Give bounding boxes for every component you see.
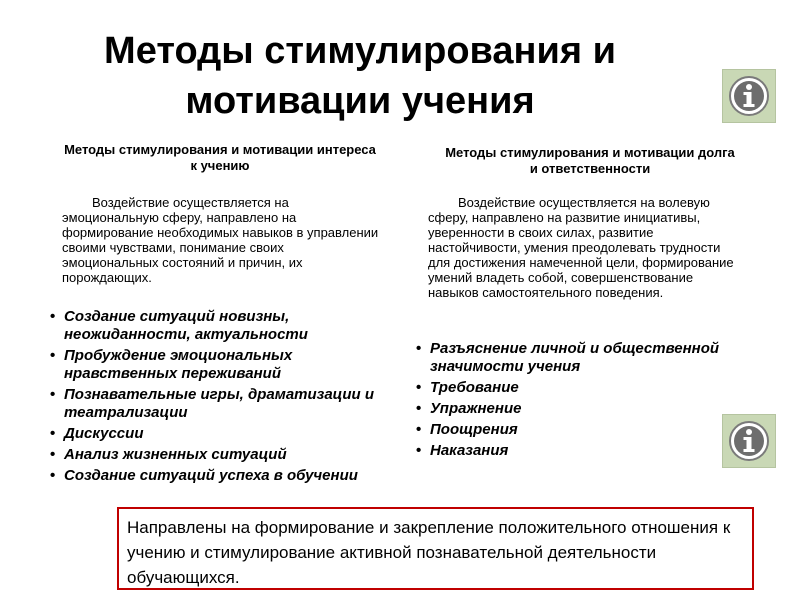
right-methods-list <box>416 340 752 463</box>
left-column-heading: Методы стимулирования и мотивации интереса к учению <box>64 142 376 173</box>
left-methods-list <box>50 308 380 488</box>
right-column-heading: Методы стимулирования и мотивации долга и ответственности <box>445 145 735 176</box>
list-item: • Разъяснение личной и общественной значимости учения <box>416 340 752 376</box>
right-column-body: Воздействие осуществляется на волевую сферу, направлено на развитие инициативы, уверенности в своих силах, развитие настойчивости, умения преодолевать трудности для достижения намеченной цели, формирование умений владеть собой, совершенствование навыков самостоятельного поведения. <box>428 195 734 300</box>
list-item: • Поощрения <box>416 421 752 439</box>
summary-box: Направлены на формирование и закрепление положительного отношения к учению и стимулирование активной познавательной деятельности обучающихся. <box>117 507 754 590</box>
list-item: • Создание ситуаций новизны, неожиданности, актуальности <box>50 308 380 344</box>
list-item: • Пробуждение эмоциональных нравственных переживаний <box>50 347 380 383</box>
list-item: • Требование <box>416 379 752 397</box>
list-item: • Анализ жизненных ситуаций <box>50 446 380 464</box>
list-item: • Познавательные игры, драматизации и театрализации <box>50 386 380 422</box>
left-column-body: Воздействие осуществляется на эмоциональную сферу, направлено на формирование необходимых навыков в управлении своими чувствами, понимание своих эмоциональных состояний и причин, их порождающих. <box>62 195 379 285</box>
page-title: Методы стимулирования и мотивации учения <box>104 30 616 122</box>
info-button-top[interactable] <box>722 69 776 123</box>
info-icon <box>727 74 771 118</box>
list-item: • Создание ситуаций успеха в обучении <box>50 467 380 485</box>
list-item: • Дискуссии <box>50 425 380 443</box>
list-item: • Наказания <box>416 442 752 460</box>
list-item: • Упражнение <box>416 400 752 418</box>
